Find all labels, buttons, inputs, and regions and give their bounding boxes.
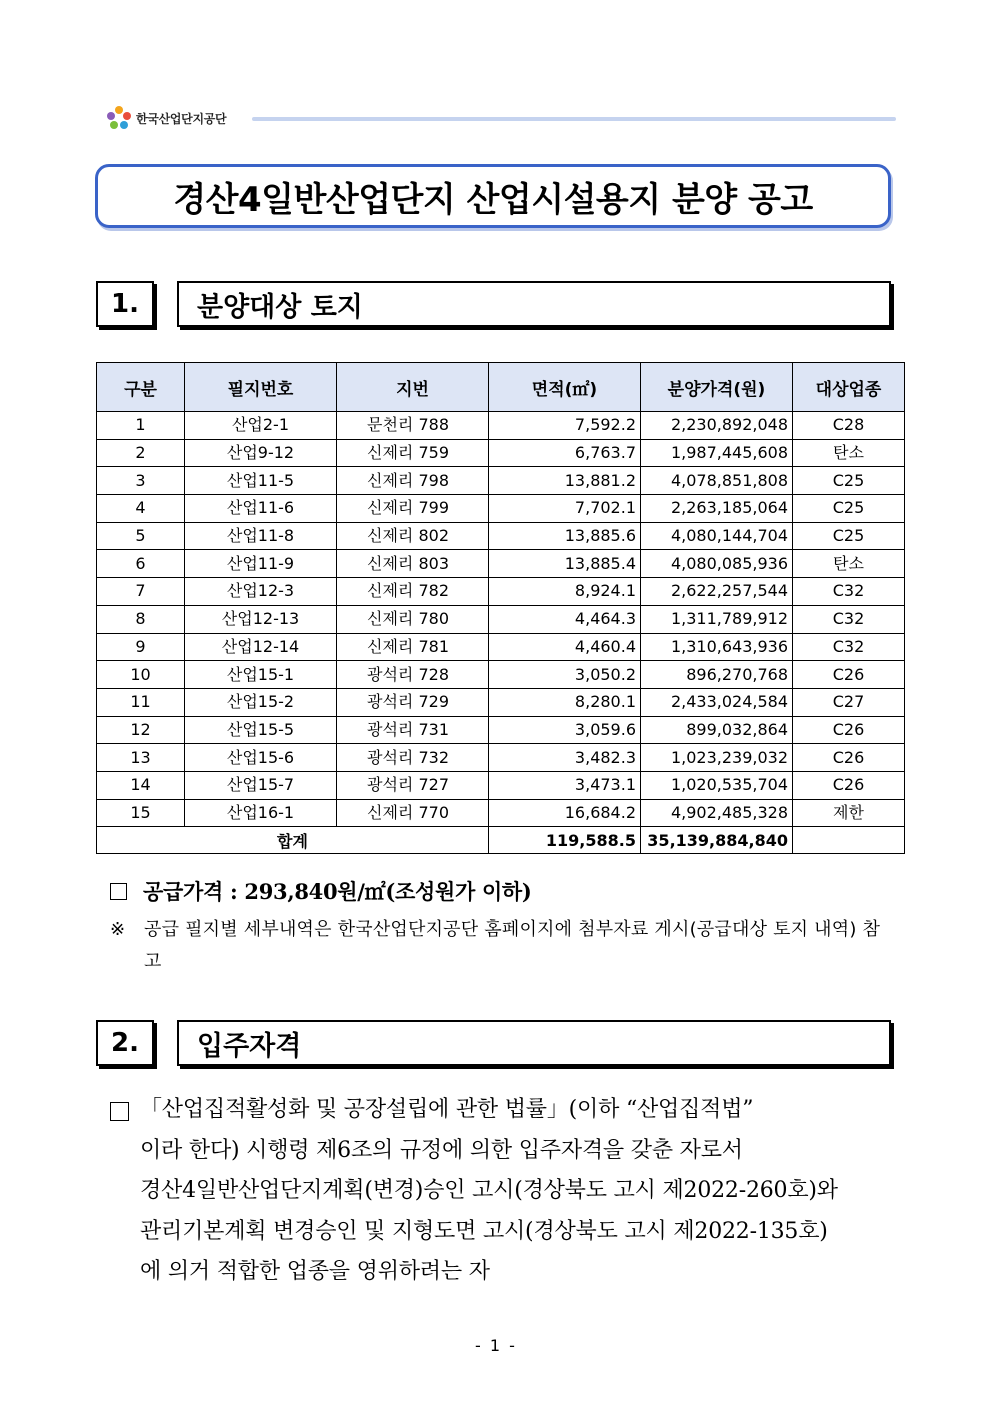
cell-area: 3,059.6: [489, 716, 641, 744]
cell-no: 3: [97, 467, 185, 495]
cell-lot: 산업15-6: [185, 744, 337, 772]
section-1-number: 1.: [96, 281, 154, 327]
col-header-price: 분양가격(원): [641, 363, 793, 412]
cell-address: 신제리 803: [337, 550, 489, 578]
cell-industry: 탄소: [793, 439, 905, 467]
cell-price: 899,032,864: [641, 716, 793, 744]
cell-no: 9: [97, 633, 185, 661]
table-row: [97, 578, 905, 606]
cell-price: 4,080,085,936: [641, 550, 793, 578]
total-label: 합계: [97, 827, 489, 854]
cell-industry: C26: [793, 744, 905, 772]
title-box: [95, 164, 891, 228]
cell-price: 4,902,485,328: [641, 799, 793, 827]
col-header-lot: 필지번호: [185, 363, 337, 412]
table-row: [97, 467, 905, 495]
cell-price: 1,310,643,936: [641, 633, 793, 661]
reference-mark: ※: [110, 919, 126, 940]
cell-lot: 산업12-14: [185, 633, 337, 661]
cell-area: 16,684.2: [489, 799, 641, 827]
table-row: [97, 661, 905, 689]
cell-address: 문천리 788: [337, 412, 489, 440]
cell-area: 8,280.1: [489, 688, 641, 716]
cell-lot: 산업11-8: [185, 522, 337, 550]
table-row: [97, 716, 905, 744]
cell-address: 광석리 732: [337, 744, 489, 772]
col-header-no: 구분: [97, 363, 185, 412]
cell-address: 광석리 731: [337, 716, 489, 744]
cell-address: 광석리 729: [337, 688, 489, 716]
cell-area: 8,924.1: [489, 578, 641, 606]
cell-area: 3,473.1: [489, 771, 641, 799]
cell-address: 신제리 780: [337, 605, 489, 633]
cell-no: 2: [97, 439, 185, 467]
eligibility-text: [140, 1090, 900, 1293]
checkbox-icon: [110, 883, 127, 900]
cell-no: 5: [97, 522, 185, 550]
cell-area: 13,885.4: [489, 550, 641, 578]
price-note-text: 공급가격 : 293,840원/㎡(조성원가 이하): [143, 879, 532, 904]
cell-lot: 산업12-3: [185, 578, 337, 606]
table-row: [97, 633, 905, 661]
cell-price: 1,023,239,032: [641, 744, 793, 772]
cell-area: 4,464.3: [489, 605, 641, 633]
cell-area: 13,881.2: [489, 467, 641, 495]
document-title: 경산4일반산업단지 산업시설용지 분양 공고: [173, 179, 813, 220]
cell-price: 2,622,257,544: [641, 578, 793, 606]
table-header-row: [97, 363, 905, 412]
cell-address: 광석리 727: [337, 771, 489, 799]
cell-industry: C25: [793, 467, 905, 495]
cell-lot: 산업11-6: [185, 495, 337, 523]
cell-industry: C28: [793, 412, 905, 440]
eligibility-line: 「산업집적활성화 및 공장설립에 관한 법률」(이하 “산업집적법”: [140, 1097, 754, 1122]
cell-lot: 산업9-12: [185, 439, 337, 467]
cell-price: 2,263,185,064: [641, 495, 793, 523]
table-row: [97, 550, 905, 578]
cell-lot: 산업15-7: [185, 771, 337, 799]
cell-address: 신제리 798: [337, 467, 489, 495]
col-header-area: 면적(㎡): [489, 363, 641, 412]
cell-address: 신제리 770: [337, 799, 489, 827]
cell-price: 1,987,445,608: [641, 439, 793, 467]
header-logo: [106, 104, 226, 132]
cell-area: 7,702.1: [489, 495, 641, 523]
section-1-title: 분양대상 토지: [177, 281, 891, 327]
cell-industry: C32: [793, 605, 905, 633]
cell-industry: C32: [793, 633, 905, 661]
cell-industry: 탄소: [793, 550, 905, 578]
cell-area: 4,460.4: [489, 633, 641, 661]
cell-lot: 산업15-2: [185, 688, 337, 716]
cell-industry: C25: [793, 522, 905, 550]
cell-address: 신제리 799: [337, 495, 489, 523]
table-row: [97, 522, 905, 550]
total-industry: [793, 827, 905, 854]
cell-price: 1,311,789,912: [641, 605, 793, 633]
cell-address: 신제리 759: [337, 439, 489, 467]
section-2-number: 2.: [96, 1020, 154, 1066]
table-row: [97, 495, 905, 523]
cell-no: 4: [97, 495, 185, 523]
kicox-logo-icon: [106, 105, 132, 131]
table-row: [97, 771, 905, 799]
cell-price: 4,080,144,704: [641, 522, 793, 550]
price-note: [110, 876, 532, 906]
total-price: 35,139,884,840: [641, 827, 793, 854]
cell-no: 1: [97, 412, 185, 440]
eligibility-line: 에 의거 적합한 업종을 영위하려는 자: [140, 1259, 490, 1284]
cell-no: 11: [97, 688, 185, 716]
cell-industry: C25: [793, 495, 905, 523]
eligibility-line: 이라 한다) 시행령 제6조의 규정에 의한 입주자격을 갖춘 자로서: [140, 1137, 743, 1163]
table-row: [97, 744, 905, 772]
eligibility-line: 관리기본계획 변경승인 및 지형도면 고시(경상북도 고시 제2022-135호): [140, 1218, 828, 1244]
cell-no: 15: [97, 799, 185, 827]
cell-industry: 제한: [793, 799, 905, 827]
cell-industry: C26: [793, 661, 905, 689]
cell-lot: 산업2-1: [185, 412, 337, 440]
cell-address: 광석리 728: [337, 661, 489, 689]
table-row: [97, 799, 905, 827]
cell-lot: 산업16-1: [185, 799, 337, 827]
cell-address: 신제리 781: [337, 633, 489, 661]
cell-industry: C27: [793, 688, 905, 716]
cell-address: 신제리 782: [337, 578, 489, 606]
table-row: [97, 688, 905, 716]
table-row: [97, 439, 905, 467]
eligibility-line: 경산4일반산업단지계획(변경)승인 고시(경상북도 고시 제2022-260호)와: [140, 1178, 838, 1203]
cell-industry: C26: [793, 771, 905, 799]
cell-no: 7: [97, 578, 185, 606]
page-number: - 1 -: [475, 1336, 517, 1355]
table-row: [97, 605, 905, 633]
col-header-address: 지번: [337, 363, 489, 412]
cell-address: 신제리 802: [337, 522, 489, 550]
cell-area: 3,050.2: [489, 661, 641, 689]
cell-area: 3,482.3: [489, 744, 641, 772]
cell-lot: 산업15-5: [185, 716, 337, 744]
total-area: 119,588.5: [489, 827, 641, 854]
checkbox-icon: [110, 1102, 129, 1121]
cell-industry: C32: [793, 578, 905, 606]
cell-lot: 산업11-9: [185, 550, 337, 578]
cell-price: 2,230,892,048: [641, 412, 793, 440]
lots-table: [96, 362, 905, 854]
cell-area: 7,592.2: [489, 412, 641, 440]
reference-note-text: 공급 필지별 세부내역은 한국산업단지공단 홈페이지에 첨부자료 게시(공급대상 토지 내역) 참고: [144, 919, 881, 972]
cell-lot: 산업15-1: [185, 661, 337, 689]
cell-no: 12: [97, 716, 185, 744]
cell-no: 6: [97, 550, 185, 578]
cell-no: 13: [97, 744, 185, 772]
table-total-row: [97, 827, 905, 854]
cell-no: 10: [97, 661, 185, 689]
cell-area: 13,885.6: [489, 522, 641, 550]
header-divider: [252, 117, 896, 121]
cell-no: 14: [97, 771, 185, 799]
cell-industry: C26: [793, 716, 905, 744]
cell-area: 6,763.7: [489, 439, 641, 467]
section-2-title: 입주자격: [177, 1020, 891, 1066]
org-name: 한국산업단지공단: [136, 111, 227, 126]
table-row: [97, 412, 905, 440]
cell-lot: 산업11-5: [185, 467, 337, 495]
cell-lot: 산업12-13: [185, 605, 337, 633]
cell-price: 1,020,535,704: [641, 771, 793, 799]
cell-price: 2,433,024,584: [641, 688, 793, 716]
cell-price: 4,078,851,808: [641, 467, 793, 495]
cell-no: 8: [97, 605, 185, 633]
col-header-industry: 대상업종: [793, 363, 905, 412]
cell-price: 896,270,768: [641, 661, 793, 689]
